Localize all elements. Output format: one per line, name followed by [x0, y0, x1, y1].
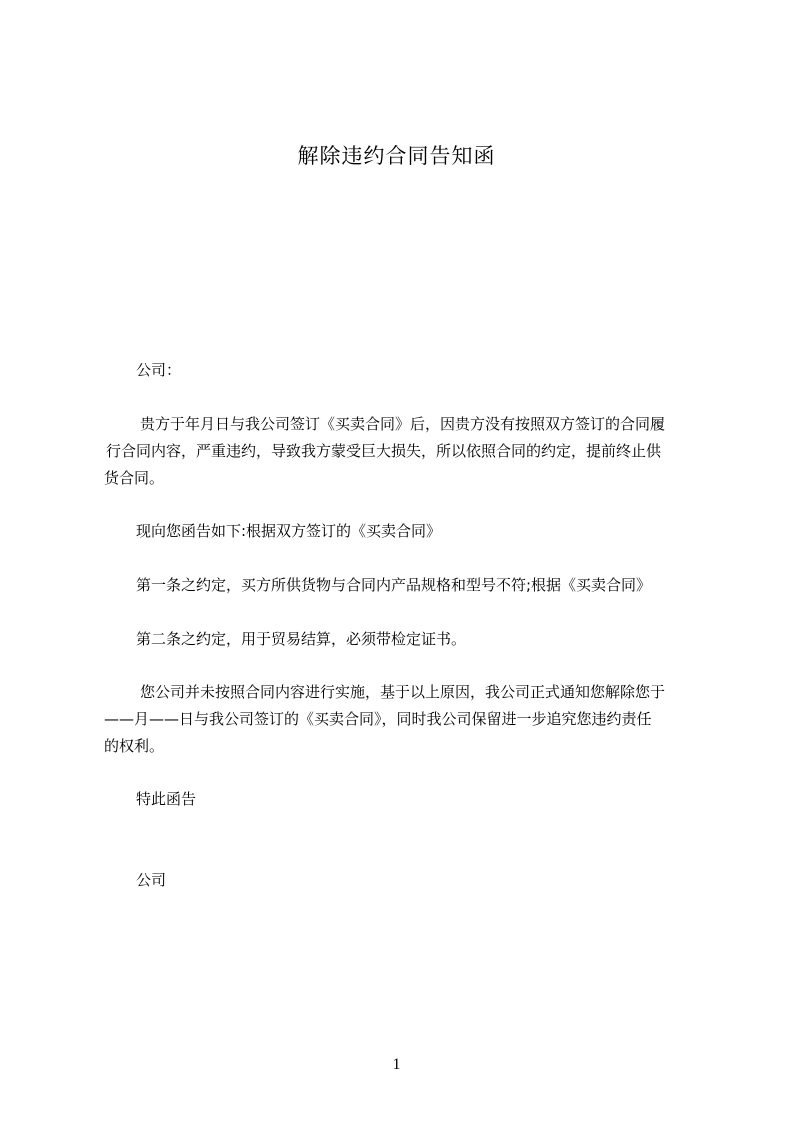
- document-title: 解除违约合同告知函: [297, 144, 496, 168]
- paragraph-line: ——月——日与我公司签订的《买卖合同》，同时我公司保留进一步追究您违约责任: [104, 710, 652, 728]
- paragraph-line: 的权利。: [104, 737, 165, 755]
- salutation: 公司：: [136, 361, 182, 379]
- paragraph-article-two: 第二条之约定，用于贸易结算，必须带检定证书。: [136, 630, 467, 648]
- page-number: 1: [392, 1056, 401, 1073]
- signature-company: 公司: [136, 871, 167, 889]
- paragraph-line: 贵方于年月日与我公司签订《买卖合同》后，因贵方没有按照双方签订的合同履: [140, 415, 666, 433]
- paragraph-contract-breach: [104, 411, 696, 492]
- paragraph-notice: 现向您函告如下:根据双方签订的《买卖合同》: [136, 522, 442, 540]
- paragraph-line: 您公司并未按照合同内容进行实施，基于以上原因，我公司正式通知您解除您于: [140, 683, 666, 701]
- paragraph-line: 货合同。: [104, 469, 165, 487]
- paragraph-article-one: 第一条之约定，买方所供货物与合同内产品规格和型号不符;根据《买卖合同》: [136, 576, 652, 594]
- closing-text: 特此函告: [136, 790, 197, 808]
- paragraph-line: 行合同内容，严重违约，导致我方蒙受巨大损失，所以依照合同的约定，提前终止供: [106, 442, 662, 460]
- paragraph-termination: [104, 679, 696, 760]
